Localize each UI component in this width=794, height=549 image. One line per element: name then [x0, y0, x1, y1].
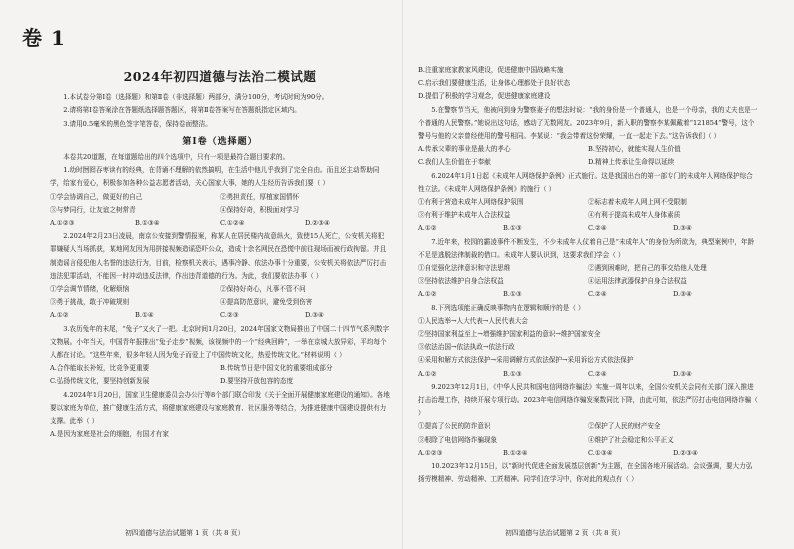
q1-choices	[50, 217, 390, 230]
q2-choice-a[interactable]: A.①②	[50, 311, 69, 320]
note-1: 1.本试卷分第Ⅰ卷（选择题）和第Ⅱ卷（非选择题）两部分，满分100分，考试时间为90分。	[63, 93, 329, 102]
q2-choices	[50, 309, 390, 322]
q5-stem: 5.在警察节当天，他被问到身为警察妻子的想法时说：“我的身份是一个普通人，也是一个母亲，我的丈夫也是一个普通的人民警察。”她说出这句话，感动了无数网友。2023年9月，新入职的警察李某佩戴着“121854”警号，这个警号与他的父亲曾经使用的警号相同。李某说：“我会带着这份荣耀，一直一起走下去。”这告诉我们（ ）	[418, 105, 758, 141]
q9-choice-a[interactable]: A.①②③	[418, 448, 443, 457]
q2-choice-b[interactable]: B.①④	[135, 311, 154, 320]
q6-option: ④有利于提高未成年人身体素质	[588, 211, 681, 220]
q8-choice-b[interactable]: B.①③	[503, 369, 522, 378]
section-title: 第Ⅰ卷（选择题）	[182, 136, 258, 147]
page-footer-left: 初四道德与法治试题第 1 页（共 8 页）	[125, 529, 245, 537]
q6-choice-d[interactable]: D.③④	[673, 224, 692, 233]
q4-option-a[interactable]: A.是因为家庭是社会的细胞，有国才有家	[50, 430, 169, 439]
q7-choice-c[interactable]: C.②④	[588, 290, 607, 299]
q6-choice-a[interactable]: A.①②	[418, 224, 437, 233]
q6-option: ①有利于营造未成年人网络保护氛围	[418, 198, 524, 207]
q7-option: ①自觉强化法律意识和守法思维	[418, 264, 511, 273]
q8-option: ④采用和解方式依法保护→采用调解方式依法保护→采用诉讼方式依法保护	[418, 356, 634, 365]
q3-option-b[interactable]: B.传统节日是中国文化的重要组成部分	[220, 364, 333, 373]
q9-options	[418, 420, 758, 446]
q6-option: ③有利于维护未成年人合法权益	[418, 211, 511, 220]
q7-option: ②遇到困难时，把自己的事交给他人处理	[588, 264, 707, 273]
q1-options	[50, 191, 390, 217]
q2-stem: 2.2024年2月23日凌晨，南京公安接到警情报案，称某人在居民楼内故意纵火，致使15人死亡，公安机关将犯罪嫌疑人当场抓获，某地网友因为用拼接视频造谣恐吓公众，造成十余名网民在恐慌中前往现场而被行政拘留。并且制造谣言侵犯他人名誉的违法行为，目前，检察机关表示，遇事冷静、依法办事十分重要，公安机关将依法严厉打击违法犯罪活动，不能因一时冲动违反法律，作出违背道德的行为。为此，我们要依法办事（ ）	[50, 232, 387, 280]
page-fold	[402, 0, 403, 549]
q6-option: ②标志着未成年人网上网不受限制	[588, 198, 687, 207]
q6-choice-b[interactable]: B.①③	[503, 224, 522, 233]
q9-choice-d[interactable]: D.②③④	[673, 448, 698, 457]
q2-choice-d[interactable]: D.③④	[305, 311, 324, 320]
q1-choice-d[interactable]: D.②③④	[305, 219, 330, 228]
q6-options	[418, 196, 758, 222]
volume-label: 卷 1	[22, 26, 66, 50]
q3-option-d[interactable]: D.要坚持开放包容的态度	[220, 377, 294, 386]
q7-options	[418, 262, 758, 288]
q9-option: ③根除了电信网络诈骗现象	[418, 435, 498, 444]
q4-option-d[interactable]: D.提倡了积极的学习观念，促进健康家庭建设	[418, 92, 551, 101]
page-footer-right: 初四道德与法治试题第 2 页（共 8 页）	[505, 529, 625, 537]
q2-option: ③勇于挑战，敢于冲破规则	[50, 298, 130, 307]
q6-stem: 6.2024年1月1日起《未成年人网络保护条例》正式施行。这是我国出台的第一部专门的未成年人网络保护综合性立法。《未成年人网络保护条例》的施行（ ）	[418, 171, 753, 193]
q8-option: ①人民选举→人大代表→人民代表大会	[418, 316, 528, 325]
q1-choice-a[interactable]: A.①②③	[50, 219, 75, 228]
q2-choice-c[interactable]: C.②③	[220, 311, 239, 320]
q5-option-a[interactable]: A.传承父辈的事业是最大的孝心	[418, 145, 511, 154]
q9-option: ①提高了公民的防诈意识	[418, 422, 491, 431]
q6-choices	[418, 222, 758, 235]
q2-option: ④提高防范意识，避免受到伤害	[220, 298, 313, 307]
q4-stem: 4.2024年1月20日，国家卫生健康委员会办公厅等8个部门联合印发《关于全面开展健康家庭建设的通知》。各地要以家庭为单位，推广健康生活方式，将健康家庭建设与家庭教育、社区服务等结合，为推进健康中国建设提供有力支撑。此举（ ）	[50, 390, 390, 426]
q8-choice-c[interactable]: C.②④	[588, 369, 607, 378]
q7-option: ④运用法律武器保护自身合法权益	[588, 277, 687, 286]
q3-option-a[interactable]: A.合作能取长补短，比竞争更重要	[50, 364, 150, 373]
q5-option-b[interactable]: B.坚持初心，就能实现人生价值	[588, 145, 681, 154]
q1-option: ②勇担责任，厚植家国情怀	[220, 192, 300, 201]
q7-stem: 7.近年来，校园的霸凌事件不断发生，不少未成年人仗着自己是“未成年人”的身份为所欲为，典型案例中，年龄不足是逃脱法律制裁的借口。未成年人要认识到，这要求我们学会（ ）	[418, 237, 755, 259]
q9-option: ④维护了社会稳定和公平正义	[588, 435, 674, 444]
q5-options	[418, 143, 758, 169]
q6-choice-c[interactable]: C.②④	[588, 224, 607, 233]
q2-option: ②保持好奇心，凡事不管不问	[220, 285, 306, 294]
q3-options	[50, 362, 390, 388]
q9-stem: 9.2023年12月1日，《中华人民共和国电信网络诈骗法》实施一周年以来，全国公安机关会同有关部门深入推进打击治理工作，持续开展专项行动。2023年电信网络诈骗发案数同比下降，由此可知，依法严厉打击电信网络诈骗（ ）	[418, 382, 758, 418]
q8-stem: 8.下列选项能正确反映事物内在逻辑和顺序的是（ ）	[431, 303, 585, 312]
q9-choice-c[interactable]: C.①③④	[588, 448, 613, 457]
q1-option: ④保持好奇，积极面对学习	[220, 205, 300, 214]
exam-title: 2024年初四道德与法治二模试题	[123, 69, 317, 84]
q1-stem: 1.幼时囫囵吞枣读有的经典，在背诵不理解的依然搞明，在生活中他儿乎我到了完全自由。而且还主动帮助同学，给家有爱心，积极参加各种公益志愿者活动，关心国家大事，她的人生经历告诉我们要（ ）	[50, 166, 380, 188]
right-page	[418, 64, 758, 487]
q2-option: ①学会调节情绪，化解烦恼	[50, 285, 130, 294]
q9-choice-b[interactable]: B.①②④	[503, 448, 528, 457]
q8-choice-a[interactable]: A.①②	[418, 369, 437, 378]
q8-choices	[418, 368, 758, 381]
note-3: 3.请用0.5毫米的黑色签字笔答卷，保持卷面整洁。	[63, 119, 212, 128]
q1-choice-b[interactable]: B.①③④	[135, 219, 160, 228]
section-intro: 本卷共20道题，在每道题给出的四个选项中，只有一项是最符合题目要求的。	[63, 153, 290, 162]
q5-option-d[interactable]: D.精神上传承让生命得以延续	[588, 158, 675, 167]
q3-stem: 3.农历兔年的末尾，“兔子”又火了一把。北京时间1月20日，2024年国家文物局推出了中国二十四节气系列数字文物展。小年当天，中国青年报推出“兔子走步”视频，该视频中的一个“经典回眸”，一举在京城大放异彩，平均每个人都在讨论。“这些年来，很多年轻人因为兔子而爱上了中国传统文化，热爱传统文化。”材料说明（ ）	[50, 324, 390, 360]
q4-option-b[interactable]: B.注重家庭家教家风建设，促进健康中国战略实施	[418, 66, 564, 74]
q9-choices	[418, 447, 758, 460]
q1-choice-c[interactable]: C.①②④	[220, 219, 245, 228]
q4-option-c[interactable]: C.启示我们要健康生活，让身体心理都处于良好状态	[418, 79, 570, 88]
q9-option: ②保护了人民的财产安全	[588, 422, 661, 431]
left-page	[50, 62, 390, 441]
q1-option: ①学会协调自己，做更好的自己	[50, 192, 143, 201]
q10-stem: 10.2023年12月15日，以“新时代促进全面发展基层创新”为主题，在全国各地开展活动。会议强调，要大力弘扬劳模精神、劳动精神、工匠精神。同学们在学习中，你对此的观点有（ ）	[418, 462, 753, 484]
q7-choice-a[interactable]: A.①②	[418, 290, 437, 299]
q8-option: ②坚持国家利益至上→增强维护国家利益的意识→维护国家安全	[418, 330, 601, 339]
q7-choices	[418, 288, 758, 301]
q7-choice-b[interactable]: B.①③	[503, 290, 522, 299]
q8-choice-d[interactable]: D.③④	[673, 369, 692, 378]
q7-option: ③坚持依法维护自身合法权益	[418, 277, 504, 286]
q5-option-c[interactable]: C.我们人生价值在于奉献	[418, 158, 491, 167]
q7-choice-d[interactable]: D.③④	[673, 290, 692, 299]
q8-option: ③依法治国→依法执政→依法行政	[418, 343, 515, 352]
q3-option-c[interactable]: C.弘扬传统文化，要坚持创新发展	[50, 377, 150, 386]
q1-option: ③与梦同行，让友谊之树常青	[50, 205, 136, 214]
note-2: 2.请将第Ⅰ卷答案涂在答题纸选择题答题区，将第Ⅱ卷答案写在答题纸指定区域内。	[63, 106, 301, 115]
q2-options	[50, 283, 390, 309]
